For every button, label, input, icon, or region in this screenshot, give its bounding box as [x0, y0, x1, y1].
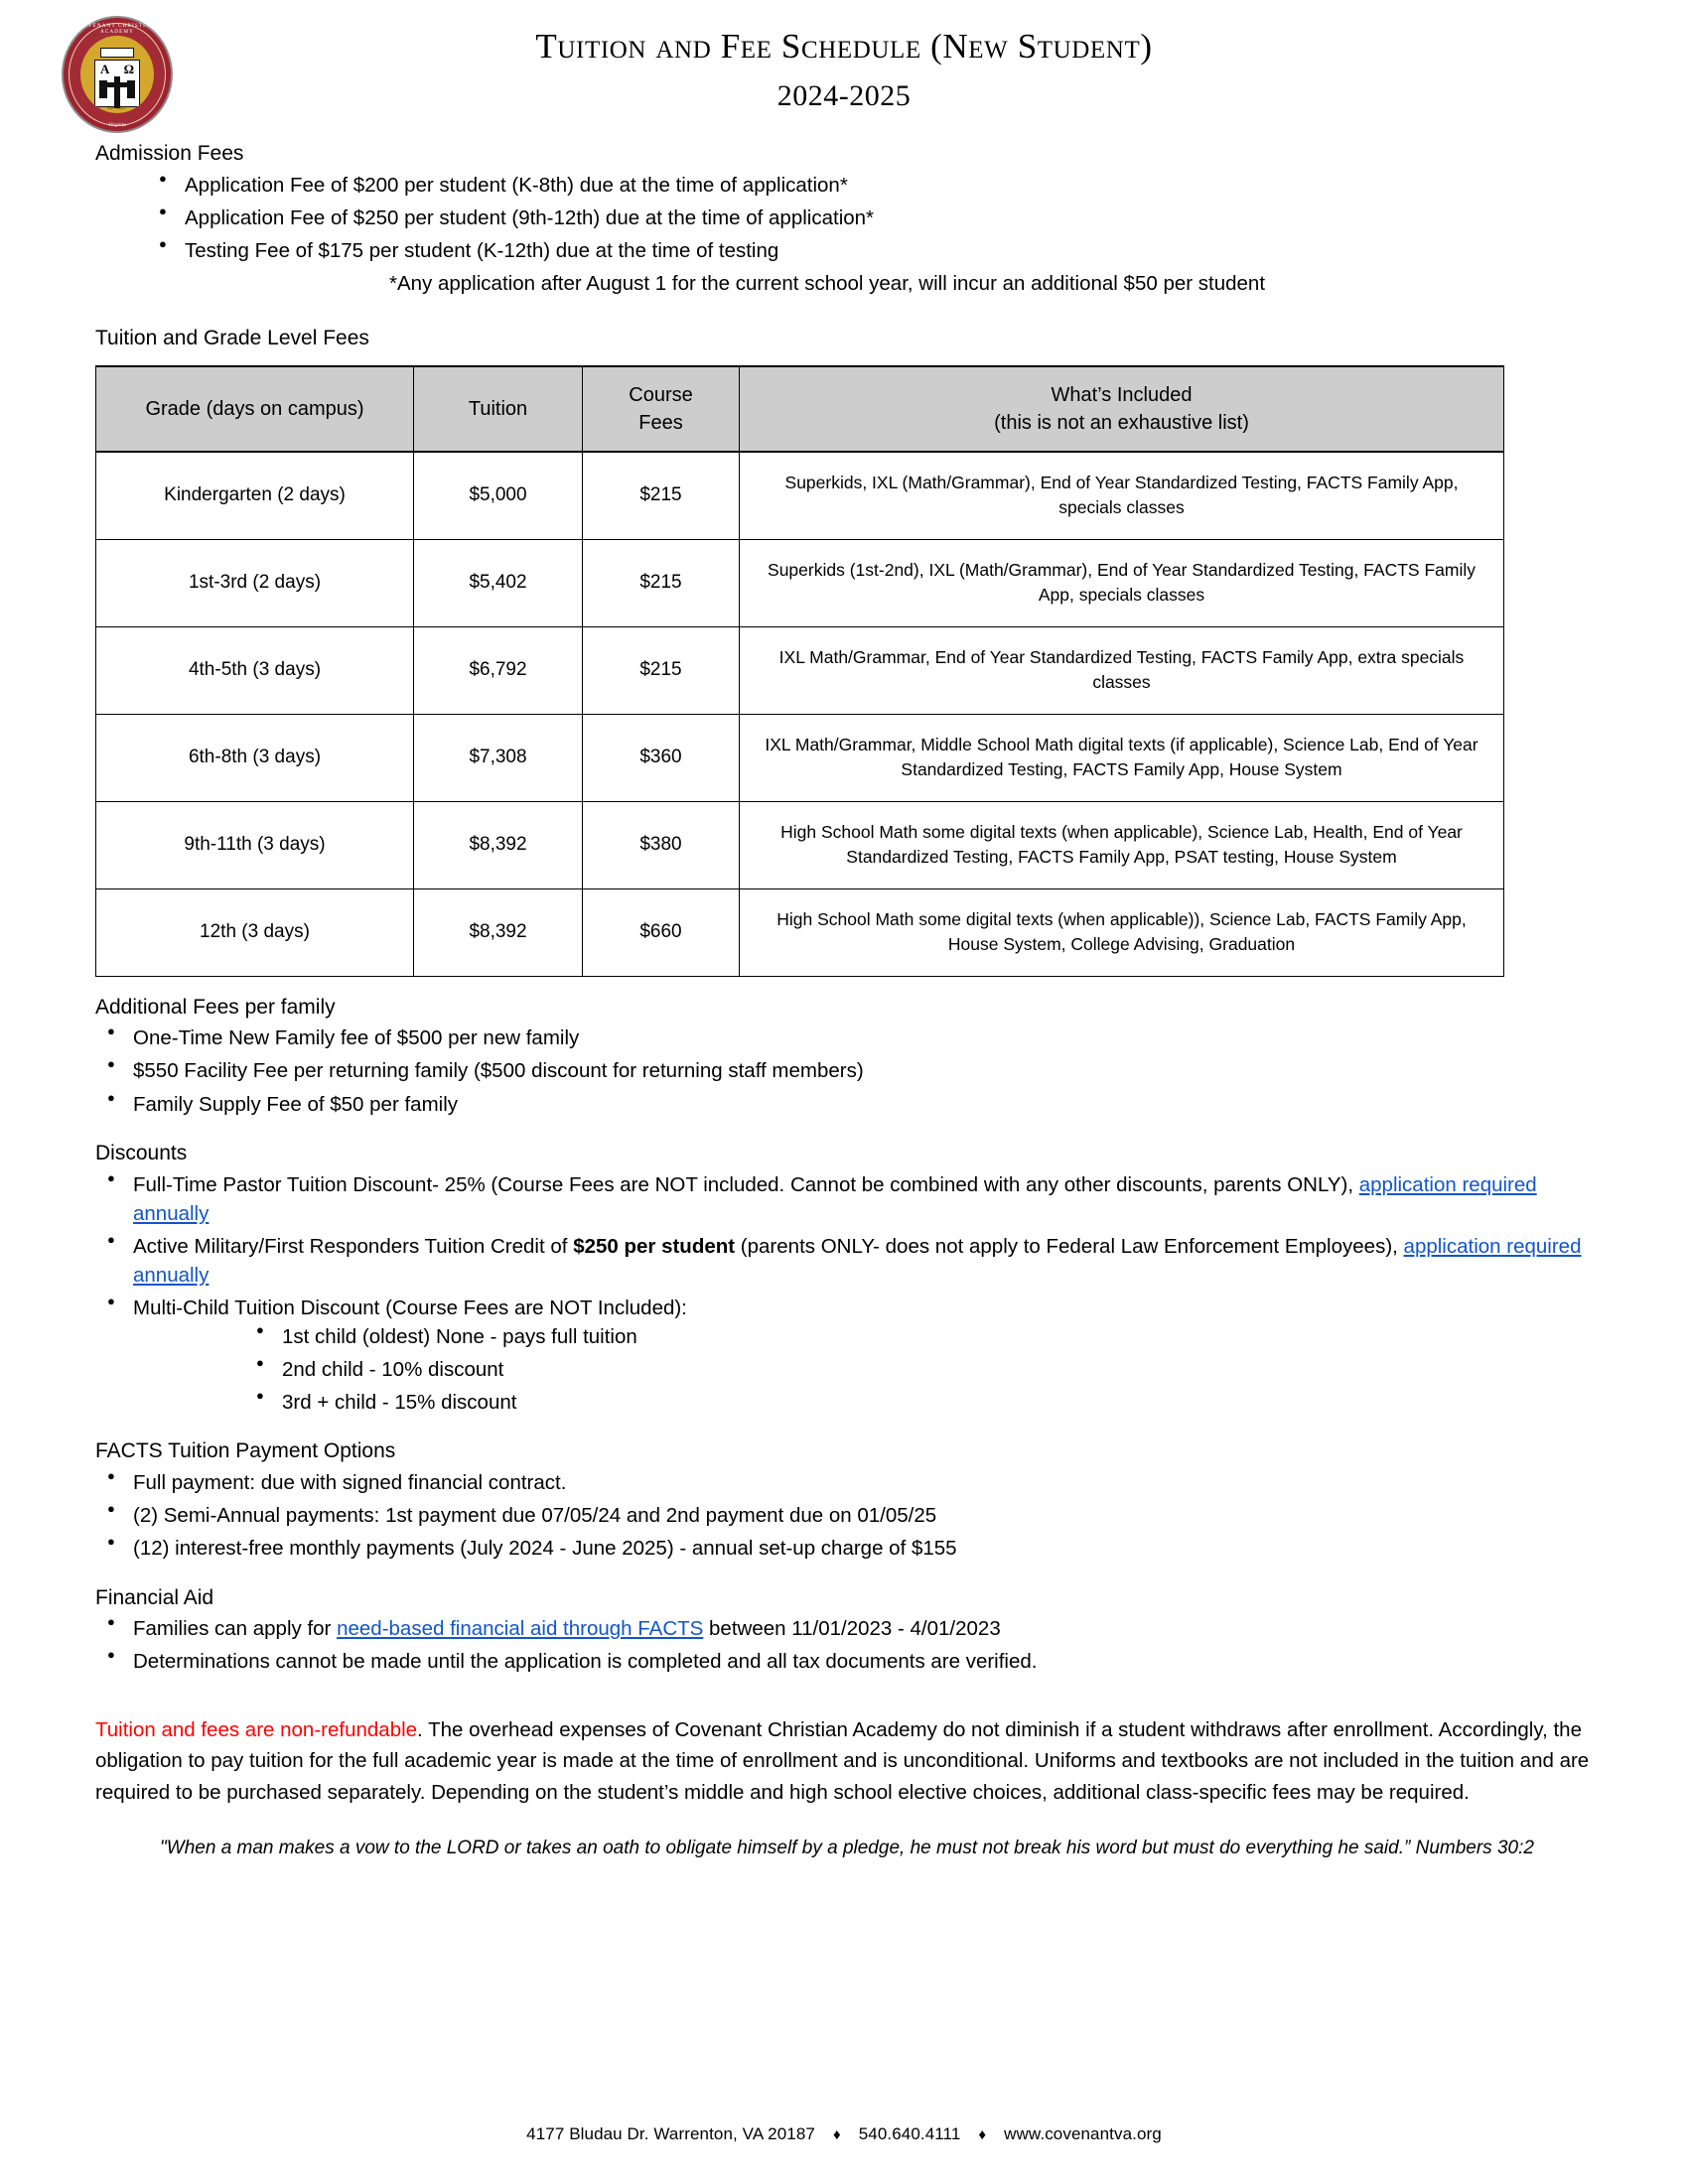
multichild-heading: Multi-Child Tuition Discount (Course Fees are NOT Included): — [133, 1296, 687, 1319]
cell-course-fees: $215 — [583, 452, 740, 539]
cell-tuition: $7,308 — [414, 714, 583, 801]
table-row — [96, 888, 1504, 976]
document-header — [0, 0, 1688, 139]
cell-tuition: $8,392 — [414, 888, 583, 976]
logo-gold-field — [80, 36, 154, 113]
footer-phone: 540.640.4111 — [858, 2124, 961, 2143]
column-header-course-fees — [583, 366, 740, 452]
pastor-application-link[interactable]: application required annually — [133, 1172, 1537, 1225]
table-header-row — [96, 366, 1504, 452]
table-row — [96, 626, 1504, 714]
diamond-separator-icon: ♦ — [978, 2126, 987, 2143]
logo-established-text: est. 2007 — [107, 105, 127, 110]
financial-aid-link[interactable]: need-based financial aid through FACTS — [337, 1617, 704, 1641]
list-item: ● Testing Fee of $175 per student (K-12th) due at the time of testing — [147, 236, 1599, 265]
list-item-military-discount — [95, 1232, 1599, 1290]
list-item: ● (2) Semi-Annual payments: 1st payment due 07/05/24 and 2nd payment due on 01/05/25 — [95, 1501, 1599, 1530]
cell-tuition: $8,392 — [414, 801, 583, 888]
financial-aid-pre: Families can apply for — [133, 1617, 338, 1641]
list-item: ● Determinations cannot be made until the application is completed and all tax documents are verified. — [95, 1647, 1599, 1676]
list-item: ● Family Supply Fee of $50 per family — [95, 1090, 1599, 1119]
additional-fees-list — [95, 1024, 1599, 1118]
logo-ring-text: COVENANT CHRISTIAN ACADEMY — [78, 23, 156, 35]
cell-course-fees: $380 — [583, 801, 740, 888]
cell-grade: 12th (3 days) — [96, 888, 414, 976]
course-fees-line1: Course — [629, 383, 693, 406]
page-title: Tuition and Fee Schedule (New Student) — [535, 27, 1153, 66]
multichild-sublist — [244, 1322, 1599, 1417]
document-body — [0, 139, 1688, 1862]
cell-course-fees: $660 — [583, 888, 740, 976]
column-header-tuition: Tuition — [414, 366, 583, 452]
list-item: ● (12) interest-free monthly payments (July 2024 - June 2025) - annual set-up charge of $155 — [95, 1534, 1599, 1563]
omega-glyph: Ω — [123, 62, 134, 76]
logo-state-text: Virginia — [108, 122, 126, 128]
alpha-glyph: A — [100, 62, 110, 76]
table-row — [96, 452, 1504, 539]
military-application-link[interactable]: application required annually — [133, 1234, 1582, 1287]
cell-grade: 1st-3rd (2 days) — [96, 539, 414, 626]
title-block — [0, 0, 1688, 113]
military-discount-pre: Active Military/First Responders Tuition Credit of — [133, 1234, 574, 1258]
list-item: ● $550 Facility Fee per returning family ($500 discount for returning staff members) — [95, 1056, 1599, 1085]
tuition-table-heading: Tuition and Grade Level Fees — [95, 327, 369, 350]
pastor-discount-text: Full-Time Pastor Tuition Discount- 25% (Course Fees are NOT included. Cannot be combined with any other discounts, parents ONLY), — [133, 1172, 1359, 1196]
column-header-included — [740, 366, 1504, 452]
cell-grade: 9th-11th (3 days) — [96, 801, 414, 888]
non-refundable-alert-text: Tuition and fees are non-refundable — [95, 1717, 418, 1741]
cell-included: Superkids, IXL (Math/Grammar), End of Year Standardized Testing, FACTS Family App, specials classes — [740, 452, 1504, 539]
cell-included: High School Math some digital texts (when applicable)), Science Lab, FACTS Family App, House System, College Advising, Graduation — [740, 888, 1504, 976]
table-row — [96, 801, 1504, 888]
discounts-list — [95, 1170, 1599, 1418]
list-item-multichild-discount — [95, 1294, 1599, 1417]
crown-icon — [100, 48, 134, 58]
cell-grade: 4th-5th (3 days) — [96, 626, 414, 714]
page-subtitle: 2024-2025 — [776, 79, 912, 112]
cross-bar-icon — [105, 82, 131, 87]
shield-icon — [94, 60, 140, 107]
cell-included: High School Math some digital texts (when applicable), Science Lab, Health, End of Year Standardized Testing, FACTS Family App, PSAT testing, House System — [740, 801, 1504, 888]
cell-included: IXL Math/Grammar, Middle School Math digital texts (if applicable), Science Lab, End of Year Standardized Testing, FACTS Family App, House System — [740, 714, 1504, 801]
list-item-financial-aid-apply — [95, 1614, 1599, 1643]
military-discount-amount: $250 per student — [573, 1234, 736, 1258]
cell-included: IXL Math/Grammar, End of Year Standardized Testing, FACTS Family App, extra specials classes — [740, 626, 1504, 714]
cell-tuition: $5,402 — [414, 539, 583, 626]
table-row — [96, 539, 1504, 626]
cell-grade: 6th-8th (3 days) — [96, 714, 414, 801]
document-footer — [0, 2124, 1688, 2144]
included-line2: (this is not an exhaustive list) — [994, 412, 1249, 435]
cell-course-fees: $215 — [583, 626, 740, 714]
list-item: ● Application Fee of $250 per student (9th-12th) due at the time of application* — [147, 204, 1599, 232]
tuition-fee-table — [95, 365, 1504, 977]
admission-fees-list — [147, 171, 1599, 265]
cell-tuition: $5,000 — [414, 452, 583, 539]
list-item: ● One-Time New Family fee of $500 per new family — [95, 1024, 1599, 1052]
list-item: ● Application Fee of $200 per student (K-8th) due at the time of application* — [147, 171, 1599, 200]
scripture-quote: "When a man makes a vow to the LORD or takes an oath to obligate himself by a pledge, he must not break his word but must do everything he said.” Numbers 30:2 — [160, 1837, 1534, 1858]
list-item: ● Full payment: due with signed financial contract. — [95, 1468, 1599, 1497]
diamond-separator-icon: ♦ — [832, 2126, 841, 2143]
cell-grade: Kindergarten (2 days) — [96, 452, 414, 539]
footer-address: 4177 Bludau Dr. Warrenton, VA 20187 — [526, 2124, 815, 2143]
cross-icon — [114, 76, 120, 108]
cell-course-fees: $360 — [583, 714, 740, 801]
payment-options-list — [95, 1468, 1599, 1563]
military-discount-post: (parents ONLY- does not apply to Federal Law Enforcement Employees), — [735, 1234, 1404, 1258]
table-body — [96, 452, 1504, 976]
table-header — [96, 366, 1504, 452]
financial-aid-heading: Financial Aid — [95, 1585, 214, 1609]
refund-notice-body: . The overhead expenses of Covenant Christian Academy do not diminish if a student withdraws after enrollment. Accordingly, the obligation to pay tuition for the full academic year is made at the time of enrollment and is unconditional. Uniforms and textbooks are not included in the tuition and are required to be purchased separately. Depending on the student’s middle and high school elective choices, additional class-specific fees may be required. — [95, 1717, 1590, 1805]
additional-fees-heading: Additional Fees per family — [95, 995, 336, 1019]
cell-tuition: $6,792 — [414, 626, 583, 714]
school-logo-icon — [62, 16, 173, 133]
discounts-heading: Discounts — [95, 1141, 188, 1164]
admission-fees-heading: Admission Fees — [95, 142, 244, 165]
refund-notice-paragraph — [95, 1714, 1599, 1809]
cell-included: Superkids (1st-2nd), IXL (Math/Grammar), End of Year Standardized Testing, FACTS Family App, specials classes — [740, 539, 1504, 626]
included-line1: What’s Included — [1051, 383, 1193, 406]
table-row — [96, 714, 1504, 801]
footer-website: www.covenantva.org — [1004, 2124, 1162, 2143]
column-header-grade: Grade (days on campus) — [96, 366, 414, 452]
admission-footnote: *Any application after August 1 for the current school year, will incur an additional $50 per student — [388, 272, 1266, 296]
list-item-pastor-discount — [95, 1170, 1599, 1228]
list-item: ● 2nd child - 10% discount — [244, 1355, 1599, 1384]
list-item: ● 3rd + child - 15% discount — [244, 1388, 1599, 1417]
list-item: ● 1st child (oldest) None - pays full tuition — [244, 1322, 1599, 1351]
cell-course-fees: $215 — [583, 539, 740, 626]
financial-aid-list — [95, 1614, 1599, 1676]
payment-options-heading: FACTS Tuition Payment Options — [95, 1439, 396, 1463]
course-fees-line2: Fees — [638, 412, 683, 435]
financial-aid-post: between 11/01/2023 - 4/01/2023 — [703, 1617, 1001, 1641]
